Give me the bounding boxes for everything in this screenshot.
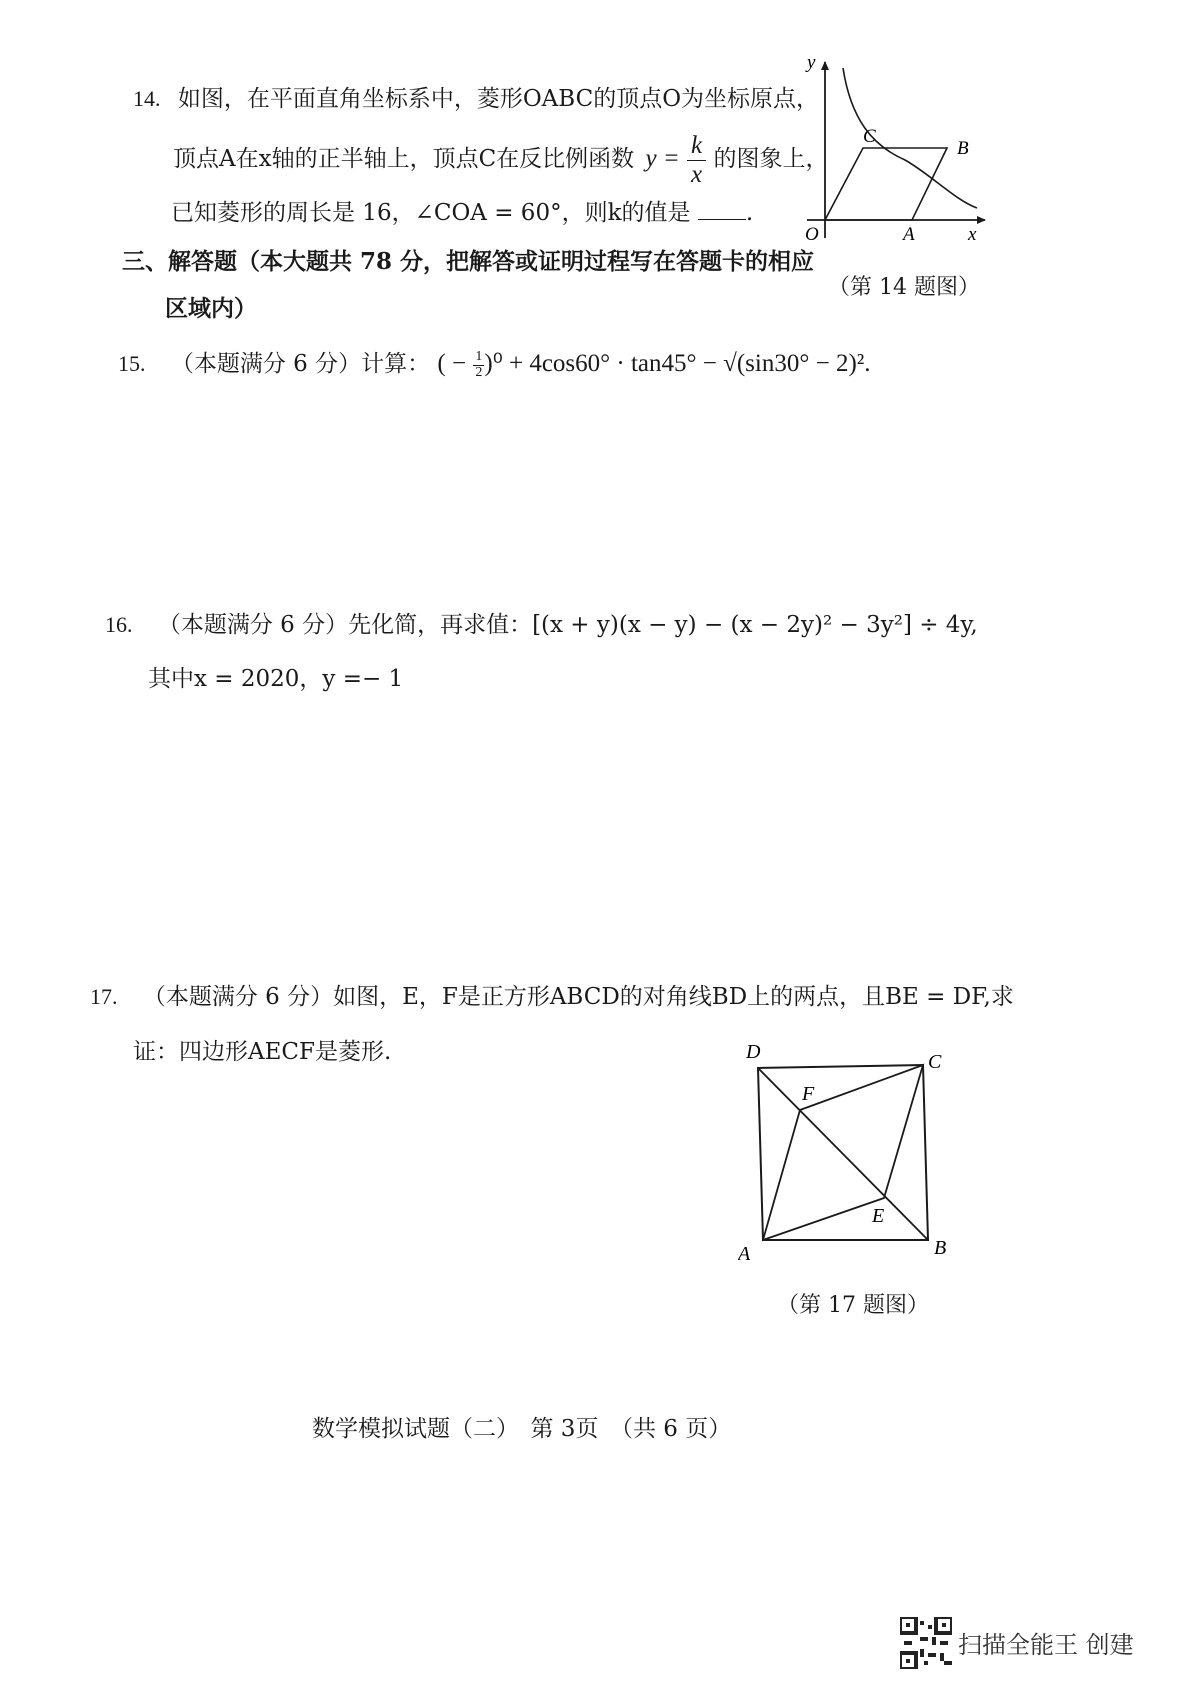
q15-prefix: （本题满分 6 分）计算： — [170, 351, 431, 377]
q17-line1 — [90, 978, 1014, 1011]
q17-text-line1: （本题满分 6 分）如图，E，F是正方形ABCD的对角线BD上的两点，且BE = DF,求 — [142, 984, 1014, 1010]
section3-desc-line2: 区域内） — [165, 295, 257, 322]
q15-line — [118, 345, 871, 380]
q14-answer-blank — [698, 199, 746, 220]
q17-label-E: E — [872, 1205, 885, 1227]
q17-quadrilateral-AECF — [763, 1065, 923, 1240]
q14-figure-caption: （第 14 题图） — [828, 275, 980, 300]
q14-label-B: B — [957, 138, 969, 159]
q14-func-denominator: x — [691, 160, 703, 188]
q14-text-line3-end: . — [745, 200, 754, 226]
q14-label-x: x — [968, 224, 977, 245]
q14-text-line1: 如图，在平面直角坐标系中，菱形OABC的顶点O为坐标原点， — [177, 86, 820, 112]
q14-label-y: y — [807, 52, 816, 73]
q14-label-A: A — [903, 224, 915, 245]
q14-rhombus-OABC — [825, 148, 947, 220]
q15-number: 15. — [118, 351, 146, 376]
q15-expr-open: ( − — [437, 350, 467, 377]
q14-text-line2a: 顶点A在x轴的正半轴上，顶点C在反比例函数 — [173, 146, 635, 172]
q14-func-fraction — [687, 132, 706, 188]
q16-line1 — [105, 606, 978, 639]
q14-label-C: C — [863, 126, 876, 147]
q14-line2 — [173, 132, 828, 188]
q17-label-A: A — [738, 1243, 751, 1265]
q15-fraction — [473, 350, 484, 380]
q17-line2: 证：四边形AECF是菱形. — [133, 1039, 392, 1065]
qr-code-icon — [900, 1617, 952, 1669]
q17-label-C: C — [928, 1051, 942, 1073]
section3-heading — [122, 243, 814, 276]
q15-expr-rest: )⁰ + 4cos60° · tan45° − √(sin30° − 2)². — [484, 350, 871, 377]
q16-number: 16. — [105, 612, 133, 637]
q17-figure-caption: （第 17 题图） — [777, 1293, 929, 1318]
section3-title: 三、解答题 — [122, 248, 237, 275]
q17-label-F: F — [802, 1083, 815, 1105]
q16-text-line1: （本题满分 6 分）先化简，再求值：[(x + y)(x − y) − (x − 2y)² − 3y²] ÷ 4y, — [157, 612, 978, 638]
q14-number: 14. — [133, 86, 161, 111]
q15-frac-den: 2 — [475, 364, 483, 380]
q14-func-numerator: k — [687, 132, 706, 161]
section3-desc-line1: （本大题共 78 分，把解答或证明过程写在答题卡的相应 — [237, 248, 815, 275]
q14-figure — [795, 50, 995, 250]
q17-number: 17. — [90, 984, 118, 1009]
q14-text-line3: 已知菱形的周长是 16，∠COA = 60°，则k的值是 — [171, 200, 691, 226]
q17-label-D: D — [746, 1041, 761, 1063]
page-footer: 数学模拟试题（二） 第 3页 （共 6 页） — [312, 1416, 732, 1442]
q17-figure — [738, 1040, 968, 1270]
q16-line2: 其中x = 2020，y =− 1 — [148, 666, 404, 692]
q14-line3 — [171, 194, 753, 227]
scanner-watermark: 扫描全能王 创建 — [958, 1631, 1134, 1659]
q14-label-O: O — [805, 224, 819, 245]
q15-frac-num: 1 — [475, 348, 483, 364]
q14-line1 — [133, 80, 819, 113]
q14-func-lhs: y = — [645, 145, 680, 172]
q17-label-B: B — [934, 1237, 947, 1259]
q14-text-line2b: 的图象上， — [713, 146, 829, 172]
